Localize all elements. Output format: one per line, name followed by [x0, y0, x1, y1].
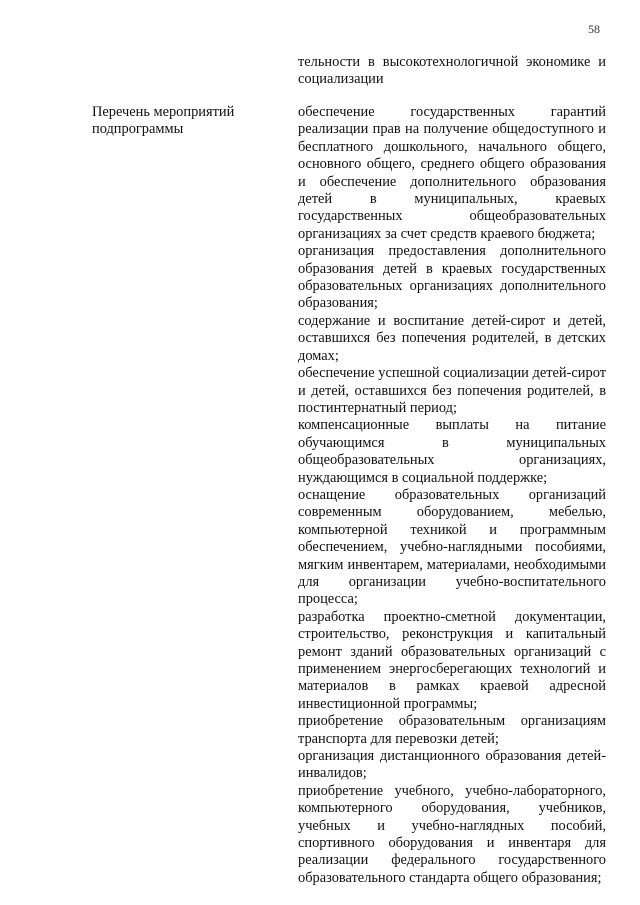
measure-item: содержание и воспитание детей-сирот и детей, оставшихся без попечения родителей, в детских домах;	[298, 312, 606, 364]
measures-list	[298, 104, 606, 887]
measure-item: организация предоставления дополнительного образования детей в краевых государственных образовательных организациях дополнительного образования;	[298, 243, 606, 312]
continuation-text: тельности в высокотехнологичной экономике и социализации	[298, 54, 606, 88]
row-label: Перечень мероприятий подпрограммы	[92, 104, 235, 138]
measure-item: компенсационные выплаты на питание обучающимся в муниципальных общеобразовательных организациях, нуждающимся в социальной поддержке;	[298, 417, 606, 486]
measure-item: приобретение учебного, учебно-лабораторного, компьютерного оборудования, учебников, учебных и учебно-наглядных пособий, спортивного оборудования и инвентаря для реализации федерального государственного образовательного стандарта общего образования;	[298, 782, 606, 886]
measure-item: оснащение образовательных организаций современным оборудованием, мебелью, компьютерной техникой и программным обеспечением, учебно-наглядными пособиями, мягким инвентарем, материалами, необходимыми для организации учебно-воспитательного процесса;	[298, 486, 606, 608]
measure-item: обеспечение государственных гарантий реализации прав на получение общедоступного и бесплатного дошкольного, начального общего, основного общего, среднего общего образования и обеспечение дополнительного образования детей в муниципальных, краевых государственных общеобразовательных организациях за счет средств краевого бюджета;	[298, 104, 606, 242]
measure-item: приобретение образовательным организациям транспорта для перевозки детей;	[298, 713, 606, 747]
measure-item: организация дистанционного образования детей-инвалидов;	[298, 748, 606, 782]
measure-item: разработка проектно-сметной документации, строительство, реконструкция и капитальный ремонт зданий образовательных организаций с применением энергосберегающих технологий и материалов в рамках краевой адресной инвестиционной программы;	[298, 608, 606, 712]
measure-item: обеспечение успешной социализации детей-сирот и детей, оставшихся без попечения родителей, в постинтернатный период;	[298, 365, 606, 416]
page-number: 58	[588, 22, 600, 36]
